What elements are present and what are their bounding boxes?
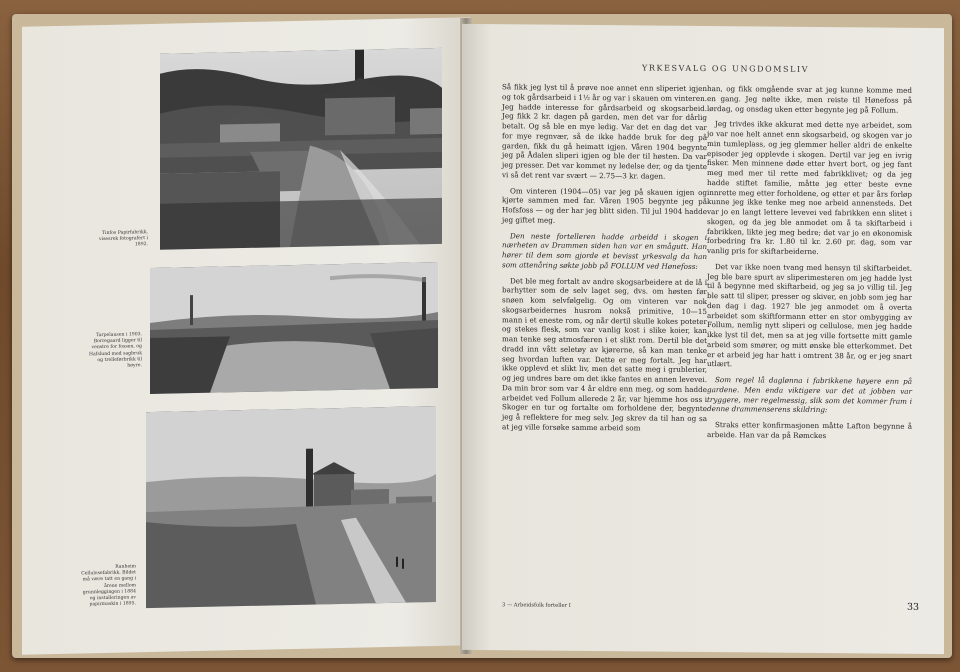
signature-mark: 3 — Arbeidsfolk forteller I (502, 602, 571, 609)
photo-caption: Tinfos Papirfabrikk, visesrek fotografert i 1892. (99, 230, 148, 248)
paragraph: han, og fikk omgående svar at jeg kunne komme med en gang. Jeg nølte ikke, men reiste til Hønefoss på lørdag, og onsdag uken etter begynte jeg på Follum. (707, 84, 912, 115)
right-page (462, 24, 944, 654)
text-column-left (502, 82, 707, 439)
page-number: 33 (907, 601, 920, 613)
paragraph: Det ble meg fortalt av andre skogsarbeidere at de lå i barhytter som de selv laget seg, dvs. om høsten før snøen kom selvfølgelig. Og om vinteren var nok skogsarbeidernes husrom nokså primitive, 10—15 mann i et eneste rom, og når dertil skulle kokes poteter og stekes flesk, som var vanlig kost i slike koier, kan man tenke seg atmosfæren i et slikt rom. Dertil ble det dradd inn vått seletøy av kjørerne, så kan man tenke seg hvordan luften var. Dette er meg fortalt. Jeg har ikke opplevd et slikt liv, men det satte meg i grublerier, og jeg undres bare om det ikke fantes en annen levevei. Da min bror som var 4 år eldre enn meg, og som hadde arbeidet ved Follum allerede 2 år, var hjemme hos oss i Skoger en tur og fortalte om forholdene der, begynte jeg å reflektere for meg selv. Jeg skrev da til han og sa at jeg ville forsøke samme arbeid som (502, 275, 707, 433)
paragraph: Det var ikke noen tvang med hensyn til skiftarbeidet. Jeg ble bare spurt av sliperimesteren om jeg hadde lyst til å begynne med skiftarbeid, og jeg sa jo villig til. Jeg ble satt til sliper, presser og skiver, en jobb som jeg har den dag i dag. 1927 ble jeg anmodet om å overta arbeidet som skiftformann etter en stor ombygging av Follum, nemlig nytt sliperi og cellulose, men jeg hadde ikke lyst til det, men sa at jeg ville fortsette mitt gamle arbeid som smører, og mitt ønske ble etterkommet. Det er et arbeid jeg har hatt i omtrent 38 år, og er jeg snart utlært. (707, 261, 912, 369)
left-page (22, 17, 470, 654)
paragraph: Så fikk jeg lyst til å prøve noe annet enn sliperiet igjen og tok gårdsarbeid i 1½ år og var i skauen om vinteren. Jeg hadde interesse for gårdsarbeid og skogsarbeid. Jeg fikk 2 kr. dagen på garden, men det var for dårlig betalt. Og så ble en mye ledig. Var det en dag det var for mye regnvær, så de ikke hadde bruk for deg på garden, fikk du gå heimatt igjen. Våren 1904 begynte jeg på Ådalen sliperi igjen og ble der til høsten. Da var jeg presser. Det var kommet ny ledelse der, og da tjente vi så det rent var svært — 2.75—3 kr. dagen. (502, 82, 707, 181)
photo-waterfall-town (150, 262, 438, 394)
photo-paper-mill (160, 48, 442, 250)
text-column-right (707, 84, 912, 447)
italic-intro: Som regel lå daglønna i fabrikkene høyere enn på gardene. Men enda viktigere var det at jobben var tryggere, mer regelmessig, slik som det kommer fram i denne drammenserens skildring: (707, 375, 912, 415)
paragraph: Jeg trivdes ikke akkurat med dette nye arbeidet, som jo var noe helt annet enn skogsarbeid, og skogen var jo min tumleplass, og jeg glemmer heller aldri de enkelte episoder jeg opplevde i skogen. Dertil var jeg en ivrig fisker. Men minnene døde etter hvert bort, og jeg fant meg med mer til rette med fabrikklivet; og da jeg hadde stiftet familie, måtte jeg etter beste evne innrette meg etter forholdene, og etter et par års forløp kunne jeg ikke tenke meg noe arbeid annensteds. Det var jo en langt lettere levevei ved fabrikken enn slitet i skogen, og da jeg ble anmodet om å ta skiftarbeid i fabrikken, likte jeg meg bedre; det var jo en økonomisk forbedring fra kr. 1.80 til kr. 2.60 pr. dag, som var vanlig pris for skiftarbeiderne. (707, 119, 912, 257)
italic-intro: Den neste fortelleren hadde arbeidd i skogen i nærheten av Drammen siden han var en smågutt. Han hører til dem som gjorde et bevisst yrkesvalg da han som attenåring søkte jobb på FOLLUM ved Hønefoss: (502, 230, 707, 271)
paragraph: Straks etter konfirmasjonen måtte Lafton begynne å arbeide. Han var da på Rømckes (707, 420, 912, 440)
photo-cellulose-factory (146, 406, 436, 608)
photo-caption: Tarpelausen i 1903. Borregaard ligger til venstre for fossen, og Hafslund med sagbruk og trelleførbrikk til høyre. (89, 332, 142, 369)
running-header: YRKESVALG OG UNGDOMSLIV (642, 63, 810, 74)
photo-caption: Ranheim Cellulosefabrikk. Bildet må være tatt en gang i årene mellom grunnleggingen i 1884 og installeringen av papirmaskin i 1895. (81, 564, 136, 608)
paragraph: Om vinteren (1904—05) var jeg på skauen igjen og kjørte sammen med far. Våren 1905 begynte jeg på Hofsfoss — og der har jeg blitt siden. Til jul 1904 hadde jeg giftet meg. (502, 185, 707, 225)
